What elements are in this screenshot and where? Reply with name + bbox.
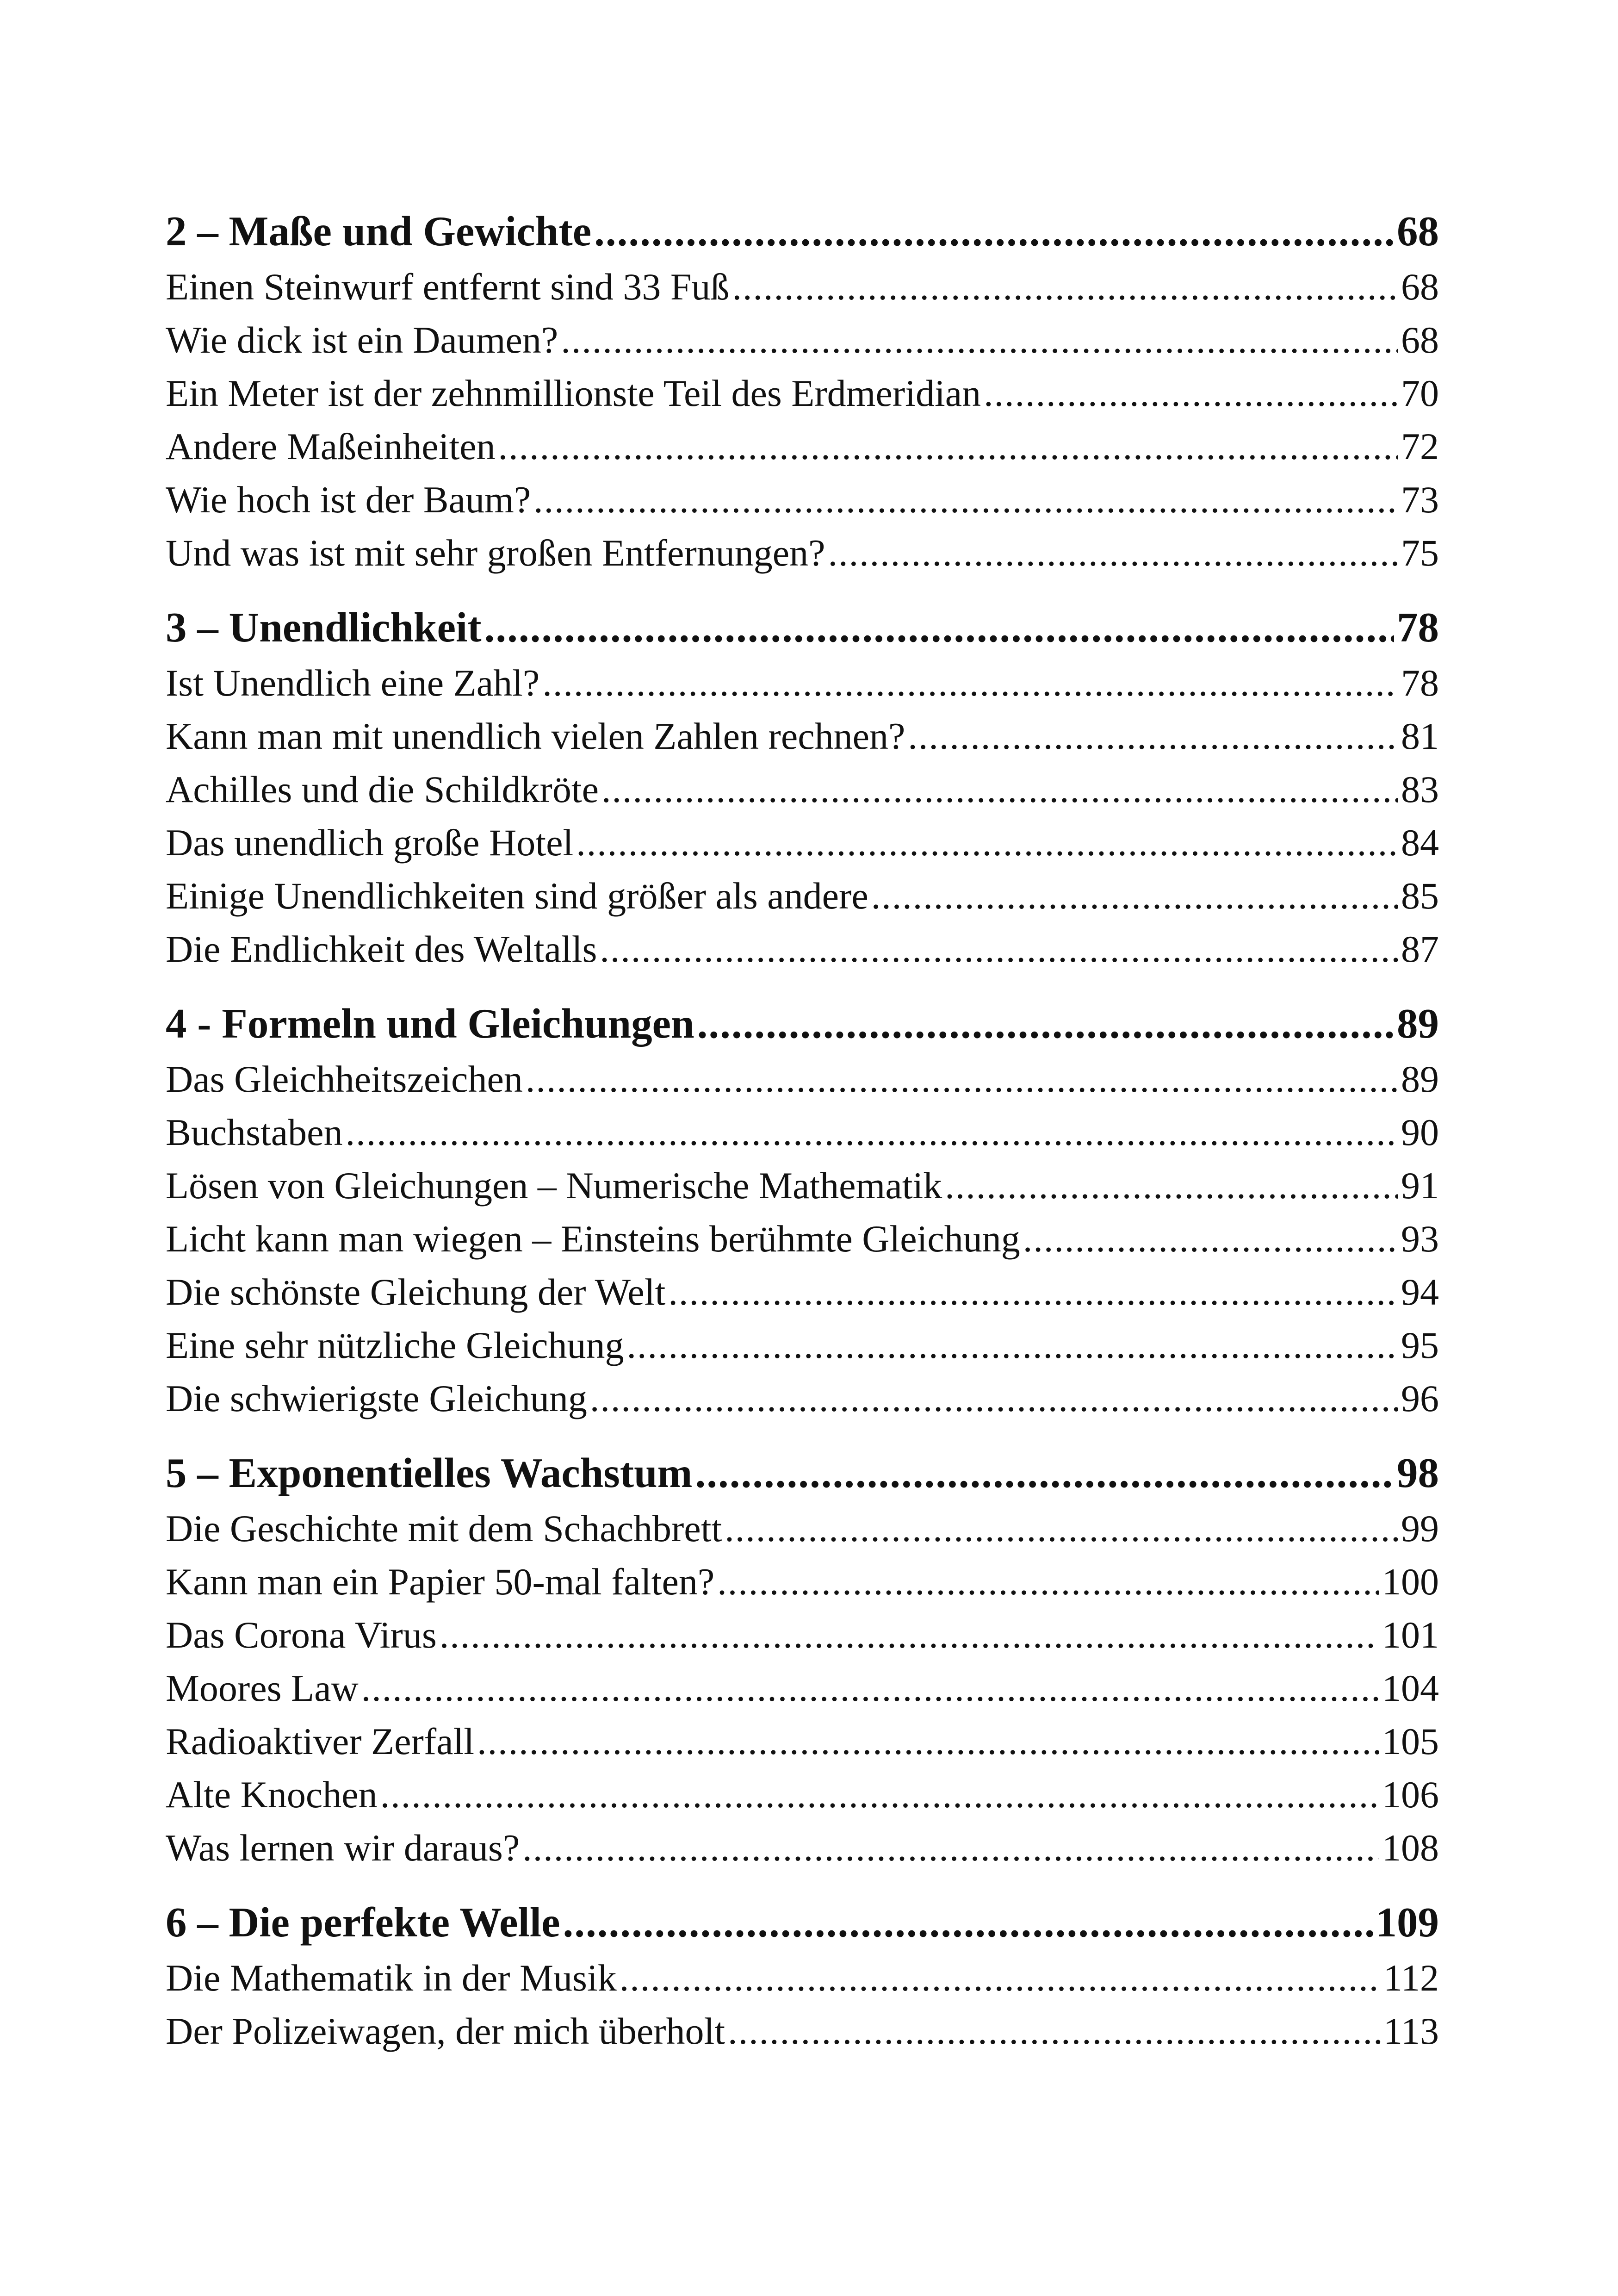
entry-title: Die schwierigste Gleichung	[166, 1377, 587, 1419]
entry-title: Das unendlich große Hotel	[166, 821, 574, 864]
dot-leader	[828, 526, 1398, 579]
toc-entry-link[interactable]	[166, 1608, 1439, 1661]
dot-leader	[600, 922, 1398, 976]
toc-entry-link[interactable]	[166, 1319, 1439, 1372]
entry-page-number: 78	[1401, 662, 1439, 704]
entry-title: Einige Unendlichkeiten sind größer als andere	[166, 875, 868, 917]
dot-leader	[590, 1372, 1398, 1425]
entry-title: Eine sehr nützliche Gleichung	[166, 1324, 624, 1366]
entry-title: Kann man mit unendlich vielen Zahlen rechnen?	[166, 715, 905, 757]
chapter-section	[166, 1894, 1439, 2058]
toc-entry-link[interactable]	[166, 2004, 1439, 2058]
toc-entry-link[interactable]	[166, 1661, 1439, 1715]
toc-entry-link[interactable]	[166, 1502, 1439, 1555]
chapter-page-number: 98	[1397, 1450, 1439, 1496]
toc-entry-link[interactable]	[166, 922, 1439, 976]
dot-leader	[668, 1265, 1398, 1319]
toc-entry-link[interactable]	[166, 260, 1439, 313]
entry-page-number: 73	[1401, 479, 1439, 521]
entry-title: Die schönste Gleichung der Welt	[166, 1271, 666, 1313]
entry-title: Radioaktiver Zerfall	[166, 1720, 475, 1762]
entry-page-number: 81	[1401, 715, 1439, 757]
entry-title: Einen Steinwurf entfernt sind 33 Fuß	[166, 266, 730, 308]
chapter-title: 4 - Formeln und Gleichungen	[166, 1000, 694, 1047]
dot-leader	[1023, 1212, 1398, 1265]
entry-page-number: 68	[1401, 266, 1439, 308]
dot-leader	[601, 763, 1398, 816]
entry-page-number: 91	[1401, 1164, 1439, 1207]
entry-page-number: 112	[1383, 1957, 1439, 1999]
entry-page-number: 84	[1401, 821, 1439, 864]
chapter-section	[166, 995, 1439, 1425]
dot-leader	[697, 995, 1394, 1052]
toc-entry-link[interactable]	[166, 1372, 1439, 1425]
toc-entry-link[interactable]	[166, 1768, 1439, 1821]
dot-leader	[728, 2004, 1381, 2058]
dot-leader	[620, 1951, 1381, 2004]
chapter-heading-link[interactable]	[166, 1444, 1439, 1502]
dot-leader	[522, 1821, 1379, 1874]
entry-page-number: 95	[1401, 1324, 1439, 1366]
dot-leader	[732, 260, 1398, 313]
chapter-heading-link[interactable]	[166, 599, 1439, 656]
toc-entry-link[interactable]	[166, 526, 1439, 579]
entry-title: Die Endlichkeit des Weltalls	[166, 928, 597, 970]
dot-leader	[440, 1608, 1379, 1661]
entry-page-number: 93	[1401, 1218, 1439, 1260]
toc-entry-link[interactable]	[166, 1106, 1439, 1159]
toc-entry-link[interactable]	[166, 473, 1439, 526]
toc-entry-link[interactable]	[166, 1715, 1439, 1768]
toc-entry-link[interactable]	[166, 420, 1439, 473]
entry-page-number: 100	[1382, 1561, 1439, 1603]
toc-entry-link[interactable]	[166, 313, 1439, 367]
dot-leader	[526, 1052, 1398, 1106]
entry-title: Lösen von Gleichungen – Numerische Mathematik	[166, 1164, 942, 1207]
chapter-heading-link[interactable]	[166, 995, 1439, 1052]
entry-title: Achilles und die Schildkröte	[166, 768, 599, 810]
entry-page-number: 89	[1401, 1058, 1439, 1100]
entry-page-number: 83	[1401, 768, 1439, 810]
entry-page-number: 85	[1401, 875, 1439, 917]
entry-page-number: 113	[1383, 2010, 1439, 2052]
entry-page-number: 108	[1382, 1827, 1439, 1869]
dot-leader	[908, 709, 1398, 763]
entry-page-number: 70	[1401, 372, 1439, 414]
dot-leader	[498, 420, 1398, 473]
toc-entry-link[interactable]	[166, 1265, 1439, 1319]
chapter-heading-link[interactable]	[166, 203, 1439, 260]
entry-page-number: 105	[1382, 1720, 1439, 1762]
dot-leader	[695, 1444, 1394, 1502]
entry-title: Der Polizeiwagen, der mich überholt	[166, 2010, 725, 2052]
entry-page-number: 106	[1382, 1773, 1439, 1816]
dot-leader	[533, 473, 1398, 526]
chapter-page-number: 89	[1397, 1000, 1439, 1047]
entry-title: Die Mathematik in der Musik	[166, 1957, 617, 1999]
entry-title: Wie hoch ist der Baum?	[166, 479, 531, 521]
entry-title: Ist Unendlich eine Zahl?	[166, 662, 540, 704]
chapter-title: 3 – Unendlichkeit	[166, 604, 482, 651]
entry-title: Und was ist mit sehr großen Entfernungen?	[166, 532, 825, 574]
dot-leader	[627, 1319, 1399, 1372]
chapter-heading-link[interactable]	[166, 1894, 1439, 1951]
entry-page-number: 90	[1401, 1111, 1439, 1153]
chapter-page-number: 109	[1376, 1899, 1439, 1946]
entry-title: Das Gleichheitszeichen	[166, 1058, 523, 1100]
toc-entry-link[interactable]	[166, 1821, 1439, 1874]
dot-leader	[361, 1661, 1379, 1715]
dot-leader	[542, 656, 1398, 709]
dot-leader	[945, 1159, 1398, 1212]
entry-title: Moores Law	[166, 1667, 359, 1709]
dot-leader	[871, 869, 1398, 922]
toc-entry-link[interactable]	[166, 709, 1439, 763]
entry-title: Das Corona Virus	[166, 1614, 437, 1656]
dot-leader	[725, 1502, 1398, 1555]
chapter-title: 5 – Exponentielles Wachstum	[166, 1450, 693, 1496]
entry-page-number: 87	[1401, 928, 1439, 970]
entry-title: Buchstaben	[166, 1111, 343, 1153]
toc-entry-link[interactable]	[166, 1159, 1439, 1212]
entry-page-number: 96	[1401, 1377, 1439, 1419]
entry-title: Andere Maßeinheiten	[166, 425, 496, 467]
toc-entry-link[interactable]	[166, 1052, 1439, 1106]
chapter-page-number: 78	[1397, 604, 1439, 651]
dot-leader	[563, 1894, 1373, 1951]
chapter-section	[166, 1444, 1439, 1874]
entry-page-number: 68	[1401, 319, 1439, 361]
entry-title: Die Geschichte mit dem Schachbrett	[166, 1507, 722, 1549]
toc-entry-link[interactable]	[166, 816, 1439, 869]
entry-page-number: 72	[1401, 425, 1439, 467]
toc-entry-link[interactable]	[166, 869, 1439, 922]
entry-page-number: 75	[1401, 532, 1439, 574]
entry-page-number: 99	[1401, 1507, 1439, 1549]
chapter-page-number: 68	[1397, 208, 1439, 255]
dot-leader	[576, 816, 1398, 869]
entry-title: Was lernen wir daraus?	[166, 1827, 520, 1869]
toc-entry-link[interactable]	[166, 1555, 1439, 1608]
toc-entry-link[interactable]	[166, 763, 1439, 816]
dot-leader	[984, 367, 1398, 420]
table-of-contents	[166, 203, 1439, 2058]
entry-title: Ein Meter ist der zehnmillionste Teil des Erdmeridian	[166, 372, 981, 414]
dot-leader	[477, 1715, 1379, 1768]
entry-page-number: 101	[1382, 1614, 1439, 1656]
dot-leader	[717, 1555, 1379, 1608]
entry-title: Kann man ein Papier 50-mal falten?	[166, 1561, 715, 1603]
chapter-title: 6 – Die perfekte Welle	[166, 1899, 560, 1946]
toc-entry-link[interactable]	[166, 1212, 1439, 1265]
entry-title: Licht kann man wiegen – Einsteins berühmte Gleichung	[166, 1218, 1020, 1260]
entry-page-number: 104	[1382, 1667, 1439, 1709]
dot-leader	[346, 1106, 1398, 1159]
entry-title: Alte Knochen	[166, 1773, 378, 1816]
toc-entry-link[interactable]	[166, 1951, 1439, 2004]
toc-entry-link[interactable]	[166, 367, 1439, 420]
dot-leader	[380, 1768, 1379, 1821]
chapter-section	[166, 203, 1439, 579]
chapter-section	[166, 599, 1439, 976]
entry-page-number: 94	[1401, 1271, 1439, 1313]
dot-leader	[484, 599, 1394, 656]
toc-entry-link[interactable]	[166, 656, 1439, 709]
chapter-title: 2 – Maße und Gewichte	[166, 208, 592, 255]
entry-title: Wie dick ist ein Daumen?	[166, 319, 558, 361]
dot-leader	[561, 313, 1398, 367]
dot-leader	[594, 203, 1394, 260]
